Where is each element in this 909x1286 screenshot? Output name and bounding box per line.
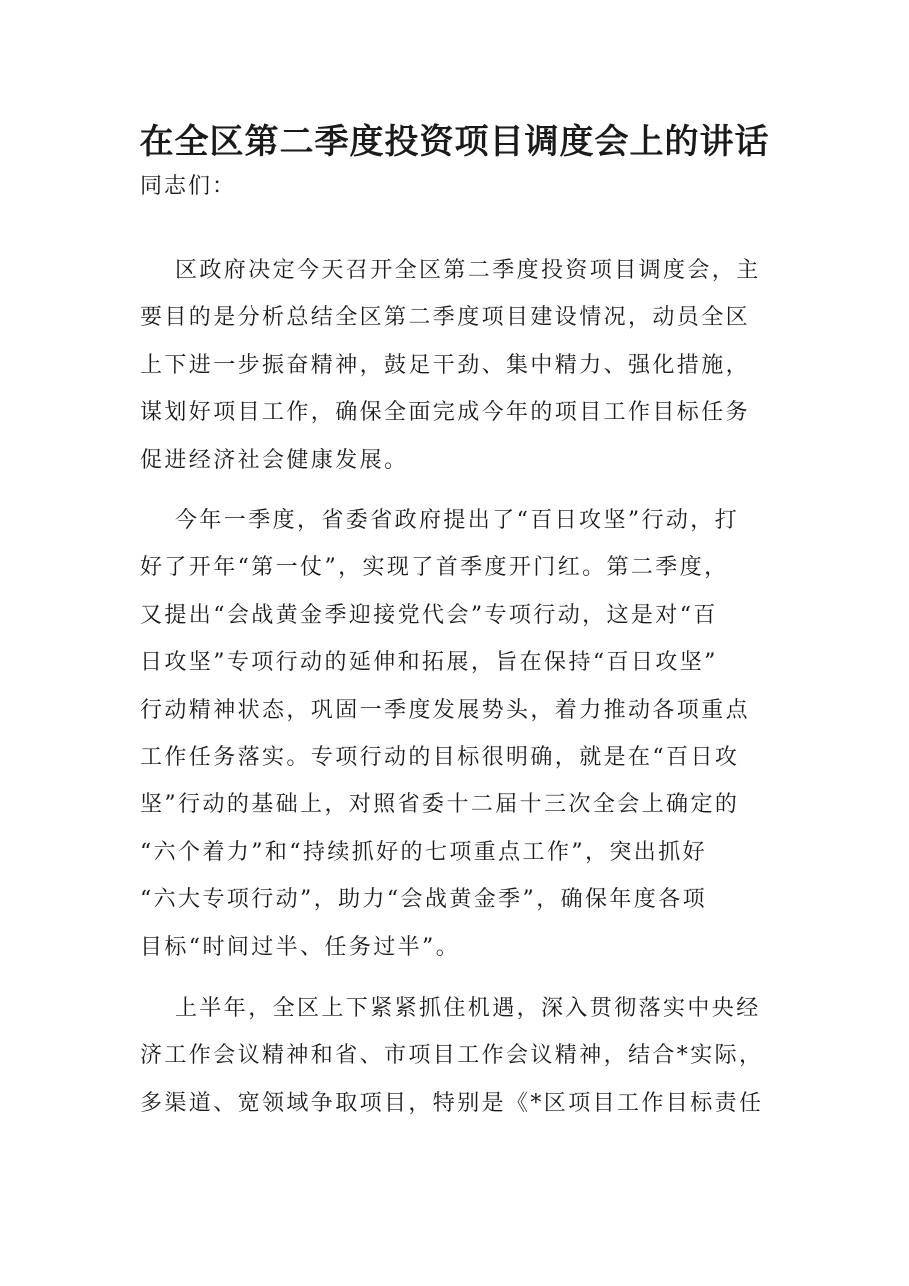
paragraph-line: 目标“时间过半、任务过半”。 [140, 934, 461, 960]
paragraph-line: 又提出“会战黄金季迎接党代会”专项行动，这是对“百 [140, 602, 718, 628]
paragraph-line: 上半年，全区上下紧紧抓住机遇，深入贯彻落实中央经 [175, 996, 761, 1021]
paragraph-3 [140, 985, 772, 1127]
paragraph-line: 促进经济社会健康发展。 [140, 447, 409, 473]
paragraph-line: 今年一季度，省委省政府提出了“百日攻坚”行动，打 [175, 508, 740, 533]
paragraph-line: 多渠道、宽领域争取项目，特别是《*区项目工作目标责任 [140, 1090, 764, 1116]
paragraph-line: 工作任务落实。专项行动的目标很明确，就是在“百日攻 [140, 745, 740, 771]
paragraph-line: “六大专项行动”，助力“会战黄金季”，确保年度各项 [140, 887, 707, 913]
paragraph-line: 好了开年“第一仗”，实现了首季度开门红。第二季度， [140, 555, 729, 581]
paragraph-line: 坚”行动的基础上，对照省委十二届十三次全会上确定的 [140, 792, 740, 818]
paragraph-line: “六个着力”和“持续抓好的七项重点工作”，突出抓好 [140, 839, 707, 865]
paragraph-1 [140, 247, 772, 484]
paragraph-line: 要目的是分析总结全区第二季度项目建设情况，动员全区 [140, 305, 751, 331]
paragraph-line: 济工作会议精神和省、市项目工作会议精神，结合*实际， [140, 1043, 764, 1069]
document-title: 在全区第二季度投资项目调度会上的讲话 [139, 122, 770, 162]
paragraph-line: 行动精神状态，巩固一季度发展势头，着力推动各项重点 [140, 697, 751, 723]
paragraph-line: 区政府决定今天召开全区第二季度投资项目调度会，主 [175, 258, 761, 283]
salutation: 同志们： [140, 174, 237, 199]
paragraph-line: 日攻坚”专项行动的延伸和拓展，旨在保持“百日攻坚” [140, 650, 718, 676]
paragraph-line: 上下进一步振奋精神，鼓足干劲、集中精力、强化措施， [140, 352, 751, 378]
paragraph-line: 谋划好项目工作，确保全面完成今年的项目工作目标任务 [140, 400, 751, 426]
paragraph-2 [140, 497, 772, 971]
